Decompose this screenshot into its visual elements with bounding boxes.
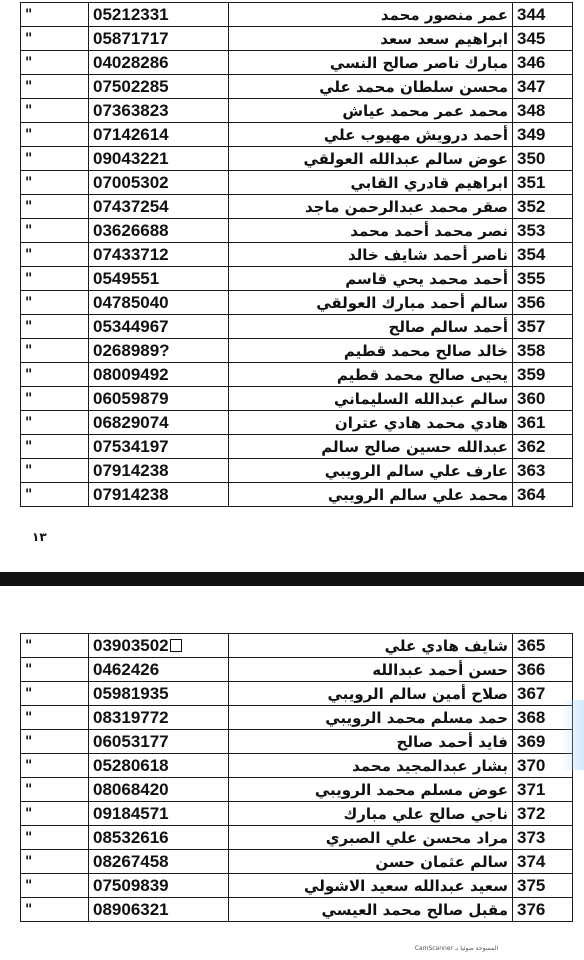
row-number: 373 xyxy=(513,826,573,850)
table-row xyxy=(21,243,573,267)
phone-number: 06059879 xyxy=(89,387,229,411)
page-divider xyxy=(0,572,584,586)
phone-number: 08009492 xyxy=(89,363,229,387)
person-name: مراد محسن علي الصبري xyxy=(229,826,513,850)
phone-number: 07437254 xyxy=(89,195,229,219)
row-number: 369 xyxy=(513,730,573,754)
person-name: حمد مسلم محمد الرويبي xyxy=(229,706,513,730)
table-row xyxy=(21,267,573,291)
phone-number: 0268989? xyxy=(89,339,229,363)
row-number: 375 xyxy=(513,874,573,898)
person-name: عبدالله حسين صالح سالم xyxy=(229,435,513,459)
table-row xyxy=(21,459,573,483)
table-row xyxy=(21,291,573,315)
phone-number: 05981935 xyxy=(89,682,229,706)
row-number: 368 xyxy=(513,706,573,730)
row-number: 348 xyxy=(513,99,573,123)
table-row xyxy=(21,75,573,99)
table-row xyxy=(21,387,573,411)
phone-number: 06829074 xyxy=(89,411,229,435)
roster-table-top xyxy=(20,2,573,507)
phone-number: 08068420 xyxy=(89,778,229,802)
phone-number: 07534197 xyxy=(89,435,229,459)
person-name: صلاح أمين سالم الرويبي xyxy=(229,682,513,706)
phone-number: 07914238 xyxy=(89,459,229,483)
table-row xyxy=(21,315,573,339)
row-number: 358 xyxy=(513,339,573,363)
table-row xyxy=(21,3,573,27)
phone-number: 05344967 xyxy=(89,315,229,339)
person-name: فايد أحمد صالح xyxy=(229,730,513,754)
ditto-mark: " xyxy=(21,51,89,75)
ditto-mark: " xyxy=(21,778,89,802)
row-number: 364 xyxy=(513,483,573,507)
person-name: عوض سالم عبدالله العولقي xyxy=(229,147,513,171)
ditto-mark: " xyxy=(21,3,89,27)
row-number: 371 xyxy=(513,778,573,802)
ditto-mark: " xyxy=(21,754,89,778)
person-name: ابراهيم سعد سعد xyxy=(229,27,513,51)
row-number: 374 xyxy=(513,850,573,874)
person-name: ناجي صالح علي مبارك xyxy=(229,802,513,826)
table-row xyxy=(21,874,573,898)
ditto-mark: " xyxy=(21,658,89,682)
person-name: أحمد درويش مهيوب علي xyxy=(229,123,513,147)
ditto-mark: " xyxy=(21,291,89,315)
ditto-mark: " xyxy=(21,267,89,291)
phone-number: 07502285 xyxy=(89,75,229,99)
person-name: محمد عمر محمد عياش xyxy=(229,99,513,123)
ditto-mark: " xyxy=(21,123,89,147)
person-name: صقر محمد عبدالرحمن ماجد xyxy=(229,195,513,219)
person-name: خالد صالح محمد قطيم xyxy=(229,339,513,363)
ditto-mark: " xyxy=(21,634,89,658)
phone-number: 07005302 xyxy=(89,171,229,195)
table-row xyxy=(21,483,573,507)
ditto-mark: " xyxy=(21,387,89,411)
row-number: 362 xyxy=(513,435,573,459)
row-number: 346 xyxy=(513,51,573,75)
ditto-mark: " xyxy=(21,483,89,507)
phone-number: 05212331 xyxy=(89,3,229,27)
row-number: 349 xyxy=(513,123,573,147)
phone-number: 08267458 xyxy=(89,850,229,874)
row-number: 347 xyxy=(513,75,573,99)
ditto-mark: " xyxy=(21,195,89,219)
row-number: 363 xyxy=(513,459,573,483)
row-number: 352 xyxy=(513,195,573,219)
ditto-mark: " xyxy=(21,682,89,706)
phone-number: 08532616 xyxy=(89,826,229,850)
row-number: 361 xyxy=(513,411,573,435)
table-row xyxy=(21,435,573,459)
person-name: سالم عبدالله السليماني xyxy=(229,387,513,411)
phone-number: 05280618 xyxy=(89,754,229,778)
row-number: 367 xyxy=(513,682,573,706)
roster-table-top-body xyxy=(21,3,573,507)
ditto-mark: " xyxy=(21,411,89,435)
phone-number: 03903502 xyxy=(89,634,229,658)
person-name: هادي محمد هادي عتران xyxy=(229,411,513,435)
row-number: 355 xyxy=(513,267,573,291)
phone-number: 04028286 xyxy=(89,51,229,75)
phone-number: 07509839 xyxy=(89,874,229,898)
ditto-mark: " xyxy=(21,99,89,123)
row-number: 351 xyxy=(513,171,573,195)
phone-number: 09043221 xyxy=(89,147,229,171)
row-number: 366 xyxy=(513,658,573,682)
person-name: محسن سلطان محمد علي xyxy=(229,75,513,99)
person-name: سالم عثمان حسن xyxy=(229,850,513,874)
table-row xyxy=(21,898,573,922)
table-row xyxy=(21,682,573,706)
ditto-mark: " xyxy=(21,898,89,922)
roster-table-bottom-body xyxy=(21,634,573,922)
row-number: 360 xyxy=(513,387,573,411)
page-number: ١٣ xyxy=(32,530,47,544)
person-name: نصر محمد أحمد محمد xyxy=(229,219,513,243)
phone-number: 07142614 xyxy=(89,123,229,147)
person-name: عمر منصور محمد xyxy=(229,3,513,27)
row-number: 350 xyxy=(513,147,573,171)
row-number: 354 xyxy=(513,243,573,267)
person-name: محمد علي سالم الرويبي xyxy=(229,483,513,507)
phone-number: 07433712 xyxy=(89,243,229,267)
ditto-mark: " xyxy=(21,27,89,51)
table-row xyxy=(21,802,573,826)
table-row xyxy=(21,99,573,123)
phone-number: 04785040 xyxy=(89,291,229,315)
row-number: 344 xyxy=(513,3,573,27)
table-row xyxy=(21,658,573,682)
roster-table-bottom xyxy=(20,633,573,922)
table-row xyxy=(21,826,573,850)
person-name: مقبل صالح محمد العيسي xyxy=(229,898,513,922)
person-name: أحمد محمد يحي قاسم xyxy=(229,267,513,291)
phone-number: 08906321 xyxy=(89,898,229,922)
phone-number: 05871717 xyxy=(89,27,229,51)
row-number: 359 xyxy=(513,363,573,387)
phone-number: 0462426 xyxy=(89,658,229,682)
table-row xyxy=(21,850,573,874)
table-row xyxy=(21,219,573,243)
ditto-mark: " xyxy=(21,363,89,387)
person-name: عارف علي سالم الرويبي xyxy=(229,459,513,483)
person-name: مبارك ناصر صالح النسي xyxy=(229,51,513,75)
row-number: 365 xyxy=(513,634,573,658)
person-name: حسن أحمد عبدالله xyxy=(229,658,513,682)
checkbox-square-icon xyxy=(170,639,182,652)
row-number: 372 xyxy=(513,802,573,826)
ditto-mark: " xyxy=(21,219,89,243)
row-number: 356 xyxy=(513,291,573,315)
ditto-mark: " xyxy=(21,802,89,826)
row-number: 357 xyxy=(513,315,573,339)
ditto-mark: " xyxy=(21,435,89,459)
table-row xyxy=(21,195,573,219)
phone-number: 09184571 xyxy=(89,802,229,826)
table-row xyxy=(21,363,573,387)
ditto-mark: " xyxy=(21,171,89,195)
scan-glare xyxy=(562,700,584,770)
ditto-mark: " xyxy=(21,730,89,754)
table-row xyxy=(21,339,573,363)
person-name: أحمد سالم صالح xyxy=(229,315,513,339)
row-number: 345 xyxy=(513,27,573,51)
ditto-mark: " xyxy=(21,850,89,874)
table-row xyxy=(21,147,573,171)
person-name: ناصر أحمد شايف خالد xyxy=(229,243,513,267)
person-name: شايف هادي علي xyxy=(229,634,513,658)
ditto-mark: " xyxy=(21,75,89,99)
table-row xyxy=(21,634,573,658)
phone-number: 03626688 xyxy=(89,219,229,243)
row-number: 353 xyxy=(513,219,573,243)
phone-number: 0549551 xyxy=(89,267,229,291)
person-name: سالم أحمد مبارك العولقي xyxy=(229,291,513,315)
table-row xyxy=(21,123,573,147)
scanner-footer: المسوحة ضوئيا بـ CamScanner xyxy=(414,945,498,952)
phone-number: 06053177 xyxy=(89,730,229,754)
person-name: يحيى صالح محمد قطيم xyxy=(229,363,513,387)
person-name: بشار عبدالمجيد محمد xyxy=(229,754,513,778)
phone-number: 07914238 xyxy=(89,483,229,507)
table-row xyxy=(21,171,573,195)
ditto-mark: " xyxy=(21,315,89,339)
ditto-mark: " xyxy=(21,874,89,898)
ditto-mark: " xyxy=(21,243,89,267)
ditto-mark: " xyxy=(21,459,89,483)
table-row xyxy=(21,730,573,754)
table-row xyxy=(21,778,573,802)
ditto-mark: " xyxy=(21,826,89,850)
table-row xyxy=(21,754,573,778)
table-row xyxy=(21,51,573,75)
table-row xyxy=(21,706,573,730)
row-number: 376 xyxy=(513,898,573,922)
person-name: ابراهيم قادري القابي xyxy=(229,171,513,195)
person-name: سعيد عبدالله سعيد الاشولي xyxy=(229,874,513,898)
person-name: عوض مسلم محمد الرويبي xyxy=(229,778,513,802)
phone-number: 07363823 xyxy=(89,99,229,123)
ditto-mark: " xyxy=(21,706,89,730)
row-number: 370 xyxy=(513,754,573,778)
phone-number: 08319772 xyxy=(89,706,229,730)
table-row xyxy=(21,411,573,435)
ditto-mark: " xyxy=(21,339,89,363)
ditto-mark: " xyxy=(21,147,89,171)
table-row xyxy=(21,27,573,51)
